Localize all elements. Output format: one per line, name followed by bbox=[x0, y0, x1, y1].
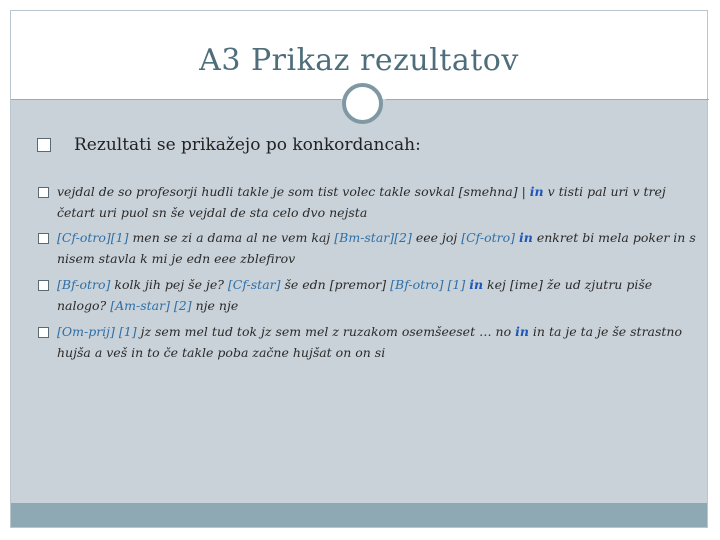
title-divider-left bbox=[11, 99, 341, 100]
concordance-line-3 bbox=[57, 274, 697, 316]
content-heading: Rezultati se prikažejo po konkordancah: bbox=[74, 135, 421, 155]
bullet-icon bbox=[38, 280, 49, 291]
footer-bar bbox=[11, 503, 707, 527]
speaker-tag: [Am-star] [2] bbox=[110, 298, 192, 313]
speaker-tag: [Bm-star][2] bbox=[334, 230, 412, 245]
bullet-icon bbox=[38, 327, 49, 338]
bullet-icon bbox=[37, 138, 51, 152]
keyword-in: in bbox=[529, 184, 544, 199]
bullet-icon bbox=[38, 187, 49, 198]
keyword-in: in bbox=[519, 230, 533, 245]
concordance-line-4 bbox=[57, 321, 697, 363]
speaker-tag: [Cf-otro][1] bbox=[57, 230, 129, 245]
slide-title: A3 Prikaz rezultatov bbox=[199, 43, 519, 78]
text-segment: vejdal de so profesorji hudli takle je som tist volec takle sovkal [smehna] | bbox=[57, 184, 530, 199]
speaker-tag: [Bf-otro] bbox=[57, 277, 111, 292]
text-segment: eee joj bbox=[411, 230, 462, 245]
speaker-tag: [Om-prij] [1] bbox=[57, 324, 137, 339]
text-segment: še edn [premor] bbox=[280, 277, 391, 292]
text-segment: in ta je ta je še strastno hujša a veš in to če takle poba začne hujšat on on si bbox=[57, 324, 683, 360]
title-divider-right bbox=[386, 99, 709, 100]
text-segment: enkret bi mela poker in s nisem stavla k mi je edn eee zblefirov bbox=[57, 230, 696, 266]
keyword-in: in bbox=[469, 277, 484, 292]
text-segment: v tisti pal uri v trej četart uri puol sn še vejdal de sta celo dvo nejsta bbox=[57, 184, 666, 220]
slide bbox=[10, 10, 708, 528]
text-segment: kej [ime] že ud zjutru piše nalogo? bbox=[57, 277, 653, 313]
text-segment: kolk jih pej še je? bbox=[110, 277, 228, 292]
text-segment: men se zi a dama al ne vem kaj bbox=[128, 230, 335, 245]
circle-ornament-icon bbox=[342, 83, 383, 124]
bullet-icon bbox=[38, 233, 49, 244]
speaker-tag: [Cf-star] bbox=[227, 277, 281, 292]
text-segment: jz sem mel tud tok jz sem mel z ruzakom osemšeeset … no bbox=[136, 324, 516, 339]
concordance-line-2 bbox=[57, 227, 697, 269]
speaker-tag: [Cf-otro] bbox=[461, 230, 516, 245]
concordance-line-1 bbox=[57, 181, 697, 223]
speaker-tag: [Bf-otro] [1] bbox=[390, 277, 466, 292]
text-segment: nje nje bbox=[191, 298, 239, 313]
keyword-in: in bbox=[515, 324, 529, 339]
